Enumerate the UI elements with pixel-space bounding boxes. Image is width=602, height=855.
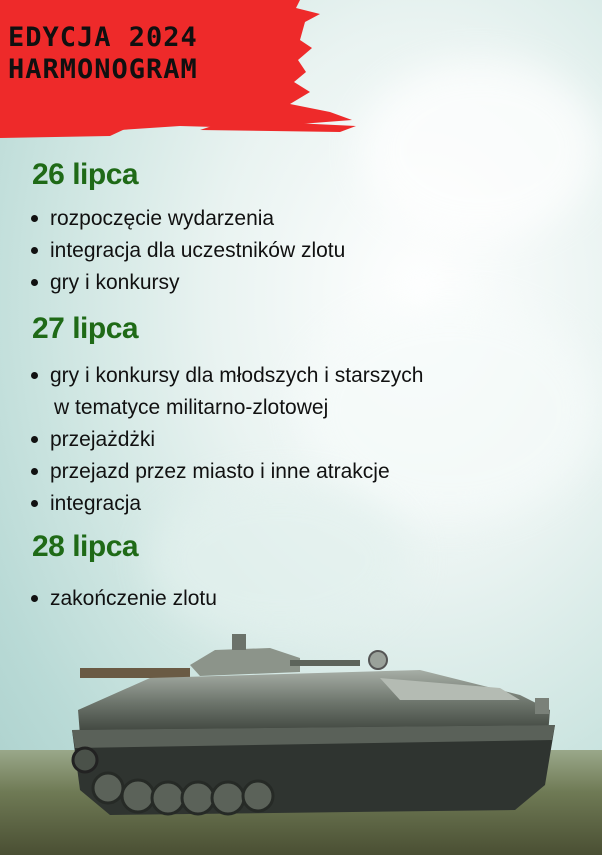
list-item: integracja: [30, 488, 423, 520]
tank-scene: [0, 610, 602, 855]
list-item: przejazd przez miasto i inne atrakcje: [30, 456, 423, 488]
list-item: przejażdżki: [30, 424, 423, 456]
list-item: integracja dla uczestników zlotu: [30, 235, 345, 267]
list-item: zakończenie zlotu: [30, 583, 217, 615]
list-item-text: gry i konkursy dla młodszych i starszych: [50, 364, 424, 387]
day-heading-26: 26 lipca: [32, 158, 139, 191]
day-27-list: [30, 360, 423, 520]
edition-title: EDYCJA 2024: [8, 22, 198, 53]
schedule-title: HARMONOGRAM: [8, 54, 198, 85]
day-heading-27: 27 lipca: [32, 312, 139, 345]
day-26-list: [30, 203, 345, 299]
banner-heading: [8, 22, 198, 86]
list-item: [30, 360, 423, 424]
tank-icon: [72, 634, 555, 815]
cloud-shape: [360, 60, 600, 240]
list-item: gry i konkursy: [30, 267, 345, 299]
day-heading-28: 28 lipca: [32, 530, 139, 563]
list-item-continuation: w tematyce militarno-zlotowej: [54, 396, 329, 419]
list-item: rozpoczęcie wydarzenia: [30, 203, 345, 235]
